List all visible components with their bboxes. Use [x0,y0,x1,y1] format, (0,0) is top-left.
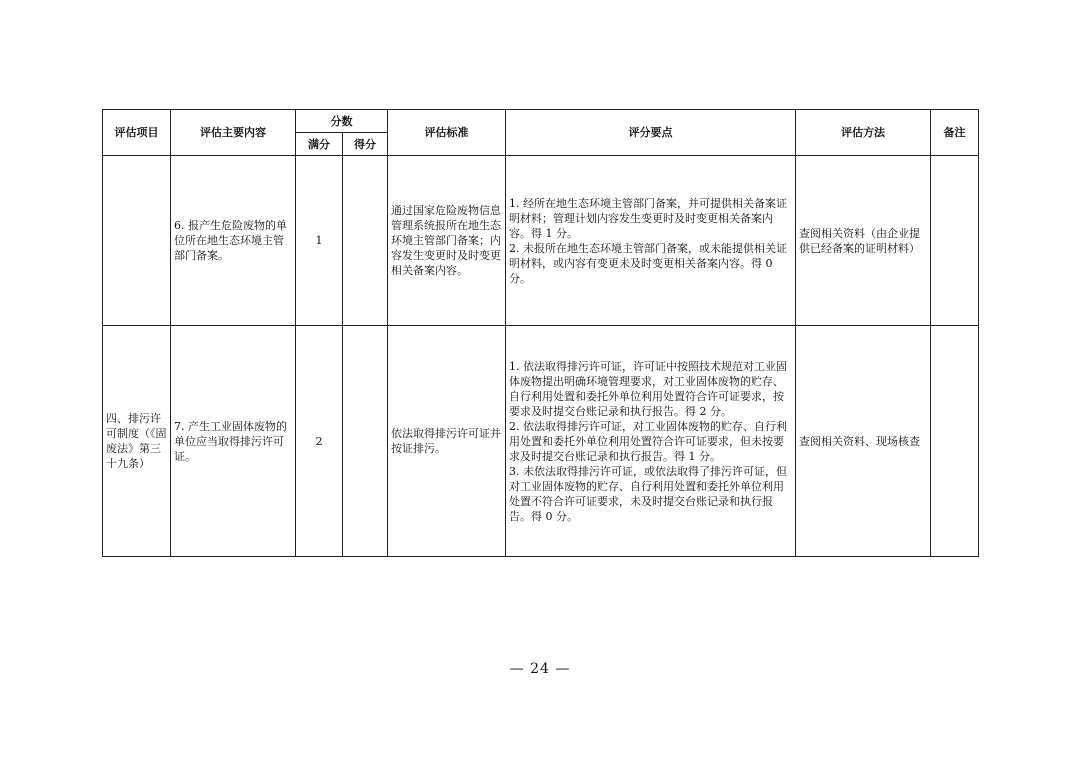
row-remark [931,156,979,326]
row-method: 查阅相关资料、现场核查 [796,326,931,557]
header-standard: 评估标准 [388,110,506,156]
page-number: — 24 — [509,661,571,677]
row-item: 四、排污许可制度（《固废法》第三十九条） [103,326,171,557]
row-full-score: 2 [296,326,343,557]
row-item [103,156,171,326]
row-points: 1. 依法取得排污许可证，许可证中按照技术规范对工业固体废物提出明确环境管理要求，对工业固体废物的贮存、自行利用处置和委托外单位利用处置符合许可证要求，按要求及时提交台账记录和执行报告。得 2 分。 2. 依法取得排污许可证，对工业固体废物的贮存、自行利用处置和委托外单位利用处置符合许可证要求，但未按要求及时提交台账记录和执行报告。得 1 分。 3. 未依法取得排污许可证，或依法取得了排污许可证，但对工业固体废物的贮存、自行利用处置和委托外单位利用处置不符合许可证要求，未及时提交台账记录和执行报告。得 0 分。 [506,326,796,557]
header-content: 评估主要内容 [171,110,296,156]
header-remark: 备注 [931,110,979,156]
header-points: 评分要点 [506,110,796,156]
row-full-score: 1 [296,156,343,326]
header-obtained-score: 得分 [343,133,388,156]
evaluation-table [102,109,979,557]
header-method: 评估方法 [796,110,931,156]
header-item: 评估项目 [103,110,171,156]
header-score: 分数 [296,110,388,133]
row-content: 6. 报产生危险废物的单位所在地生态环境主管部门备案。 [171,156,296,326]
table-row [103,326,979,557]
row-obtained-score [343,326,388,557]
row-standard: 依法取得排污许可证并按证排污。 [388,326,506,557]
row-points: 1. 经所在地生态环境主管部门备案，并可提供相关备案证明材料；管理计划内容发生变更时及时变更相关备案内容。得 1 分。 2. 未报所在地生态环境主管部门备案，或未能提供相关证明材料，或内容有变更未及时变更相关备案内容。得 0 分。 [506,156,796,326]
row-method: 查阅相关资料（由企业提供已经备案的证明材料） [796,156,931,326]
table-row [103,156,979,326]
row-standard: 通过国家危险废物信息管理系统报所在地生态环境主管部门备案；内容发生变更时及时变更相关备案内容。 [388,156,506,326]
row-content: 7. 产生工业固体废物的单位应当取得排污许可证。 [171,326,296,557]
header-full-score: 满分 [296,133,343,156]
row-remark [931,326,979,557]
row-obtained-score [343,156,388,326]
